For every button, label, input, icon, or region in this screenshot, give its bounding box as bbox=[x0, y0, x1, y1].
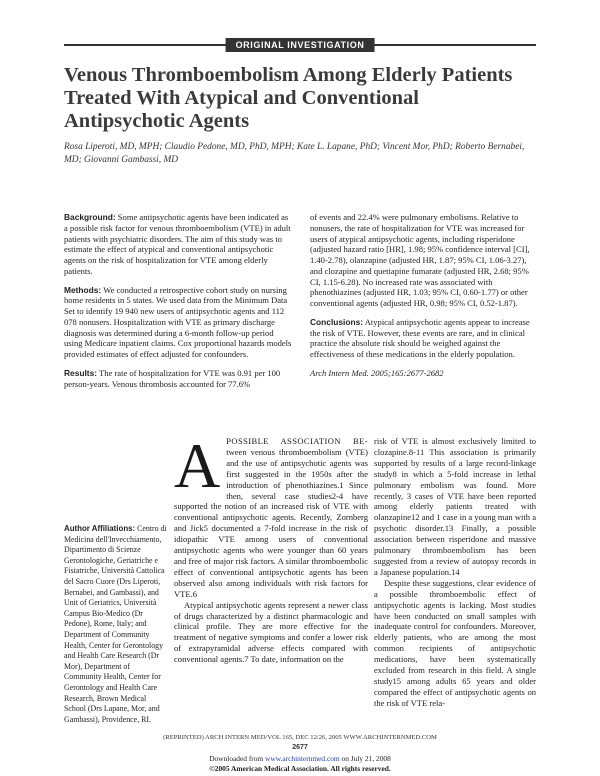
abstract-left-column bbox=[64, 212, 292, 397]
download-prefix: Downloaded from bbox=[209, 754, 266, 763]
author-list: Rosa Liperoti, MD, MPH; Claudio Pedone, MD, PhD, MPH; Kate L. Lapane, PhD; Vincent Mor, PhD; Roberto Bernabei, MD; Giovanni Gambassi, MD bbox=[64, 142, 525, 165]
body-column-2 bbox=[174, 430, 368, 665]
abstract-conclusions bbox=[310, 317, 536, 360]
methods-heading: Methods: bbox=[64, 284, 102, 295]
results-text: The rate of hospitalization for VTE was 0.91 per 100 person-years. Venous thrombosis accounted for 77.6% bbox=[64, 367, 281, 389]
conclusions-heading: Conclusions: bbox=[310, 316, 364, 327]
affiliations-text: Centro di Medicina dell'Invecchiamento, Dipartimento di Scienze Gerontologiche, Geriatriche e Fisiatriche, Università Cattolica del Sacro Cuore (Drs Liperoti, Bernabei, and Gambassi), and Unit of Geriatrics, Università Campus Bio-Medico (Dr Pedone), Rome, Italy; and Department of Community Health, Center for Gerontology and Health Care Research (Dr Mor), Department of Community Health, Center for Gerontology and Health Care Research, Brown Medical School (Drs Lapane, Mor, and Gambassi), Providence, RI. bbox=[64, 524, 167, 724]
article-title: Venous Thromboembolism Among Elderly Patients Treated With Atypical and Conventional Antipsychotic Agents bbox=[64, 64, 513, 132]
download-link[interactable]: www.archinternmed.com bbox=[265, 754, 340, 763]
download-notice bbox=[0, 754, 600, 763]
body-paragraph: Atypical antipsychotic agents represent a newer class of drugs characterized by a distinct pharmacologic and clinical profile. They are more effective for the treatment of negative symptoms and confer a lower risk of extrapyramidal adverse effects compared with conventional agents.7 To date, information on the bbox=[174, 599, 368, 665]
drop-cap: A bbox=[174, 430, 221, 501]
lead-in: POSSIBLE ASSOCIATION BE- bbox=[226, 436, 368, 446]
copyright-notice: ©2005 American Medical Association. All rights reserved. bbox=[209, 764, 391, 773]
background-heading: Background: bbox=[64, 212, 116, 222]
intro-text: tween venous thromboembolism (VTE) and the use of antipsychotic agents was first suggested in the 1950s after the introduction of phenothiazines.1 Since then, several case studies2-4 have supported the notion of an increased risk of VTE with conventional antipsychotic agents. Recently, Zornberg and Jick5 documented a 7-fold increase in the risk of idiopathic VTE among users of conventional antipsychotic agents who were younger than 60 years and free of major risk factors. A similar thromboembolic effect of conventional antipsychotic agents has been observed also among individuals with risk factors for VTE.6 bbox=[174, 446, 368, 599]
abstract bbox=[64, 212, 536, 418]
download-suffix: on July 21, 2008 bbox=[339, 754, 391, 763]
body-column-3 bbox=[374, 436, 536, 709]
section-banner bbox=[64, 38, 536, 52]
abstract-right-column bbox=[310, 212, 536, 387]
conclusions-text: Atypical antipsychotic agents appear to increase the risk of VTE. However, these events are rare, and in clinical practice the absolute risk should be weighed against the effectiveness of these medications in the elderly population. bbox=[310, 316, 530, 359]
running-footer bbox=[64, 734, 536, 742]
journal-citation: Arch Intern Med. 2005;165:2677-2682 bbox=[310, 367, 444, 378]
background-text: Some antipsychotic agents have been indicated as a possible risk factor for venous thromboembolism (VTE) in adult patients with psychiatric disorders. The aim of this study was to estimate the effect of atypical and conventional antipsychotic agents on the risk of hospitalization for VTE among elderly patients. bbox=[64, 212, 291, 276]
results-heading: Results: bbox=[64, 367, 98, 378]
affiliations-heading: Author Affiliations: bbox=[64, 524, 136, 533]
abstract-results bbox=[64, 368, 292, 390]
body-paragraph: risk of VTE is almost exclusively limited to clozapine.8-11 This association is primarily supported by results of a large record-linkage study8 in which a 5-fold increase in lethal pulmonary embolism was found. More recently, 3 cases of VTE have been reported among elderly patients treated with olanzapine12 and 1 case in a young man with a psychotic disorder.13 Finally, a possible association between risperidone and massive pulmonary thromboembolism has been suggested from a review of autopsy records in a Japanese population.14 bbox=[374, 436, 536, 577]
footer-text: (REPRINTED) ARCH INTERN MED/VOL 165, DEC 12/26, 2005 WWW.ARCHINTERNMED.COM bbox=[159, 734, 441, 741]
page-number: 2677 bbox=[292, 744, 308, 751]
intro-paragraph bbox=[174, 430, 368, 600]
author-affiliations bbox=[64, 524, 168, 725]
methods-text: We conducted a retrospective cohort study on nursing home residents in 5 states. We used data from the Minimum Data Set to identify 19 940 new users of antipsychotic agents and 112 078 nonusers. Hospitalization with VTE as primary discharge diagnosis was determined during a 6-month follow-up period using Medicare inpatient claims. Cox proportional hazards models provided estimates of effect adjusted for confounders. bbox=[64, 284, 292, 359]
abstract-background bbox=[64, 212, 292, 277]
abstract-methods bbox=[64, 285, 292, 360]
results-continued: of events and 22.4% were pulmonary embolisms. Relative to nonusers, the rate of hospitalization for VTE was increased for users of atypical antipsychotic agents, including risperidone (adjusted hazard ratio [HR], 1.98; 95% confidence interval [CI], 1.40-2.78), olanzapine (adjusted HR, 1.87; 95% CI, 1.06-3.27), and clozapine and quetiapine fumarate (adjusted HR, 2.68; 95% CI, 1.15-6.28). No increased rate was associated with phenothiazines (adjusted HR, 1.03; 95% CI, 0.60-1.77) or other conventional agents (adjusted HR, 0.98; 95% CI, 0.52-1.87). bbox=[310, 212, 530, 308]
article-body bbox=[64, 430, 536, 736]
body-paragraph: Despite these suggestions, clear evidence of a possible thromboembolic effect of antipsychotic agents is lacking. Most studies have been conducted on small samples with inadequate control for confounders. Moreover, elderly patients, who are among the most common recipients of antipsychotic medications, have been systematically excluded from research in this field. A single study15 among adults 65 years and older compared the effect of antipsychotic agents on the risk of VTE rela- bbox=[374, 577, 536, 708]
section-label: ORIGINAL INVESTIGATION bbox=[226, 38, 375, 52]
